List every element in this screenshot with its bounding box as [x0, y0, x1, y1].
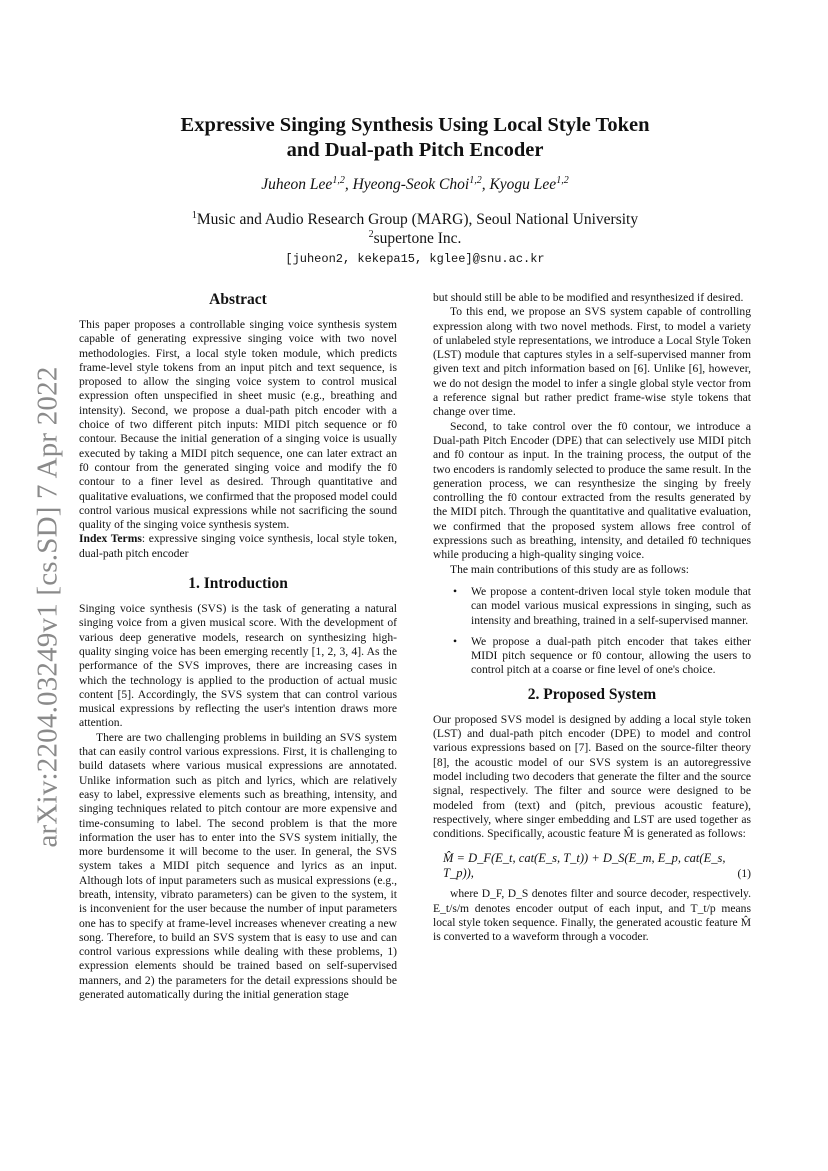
equation-body: M̂ = D_F(E_t, cat(E_s, T_t)) + D_S(E_m, E_p, cat(E_s, T_p)), — [443, 851, 726, 880]
author-name: Hyeong-Seok Choi — [352, 176, 470, 193]
intro-paragraph-6: The main contributions of this study are as follows: — [450, 562, 689, 576]
author-name: Juheon Lee — [261, 176, 333, 193]
list-item: • We propose a content-driven local style token module that can model various musical expressions in singing, such as intensity and breathing, trained in a self-supervised manner. — [453, 585, 751, 628]
equation-number: (1) — [737, 867, 751, 881]
intro-paragraph-5: Second, to take control over the f0 contour, we introduce a Dual-path Pitch Encoder (DPE) that can selectively use MIDI pitch and f0 contour as input. In the training process, the output of the two encoders is randomly selected to produce the same result. In the generation process, we can resynthesize the singing by freely controlling the f0 contour extracted from the results generated by the MIDI pitch. Through the quantitative and qualitative evaluation, we confirmed that the proposed system allows free control of expressions such as breathing, intensity, and detailed f0 techniques while producing a high-quality singing voice. — [433, 419, 751, 562]
intro-paragraph-4: To this end, we propose an SVS system capable of controlling expression along with two novel methods. First, to model a variety of unlabeled style representations, we introduce a Local Style Token (LST) module that captures styles in a self-supervised manner from given text and pitch information based on [6]. Unlike [6], however, we do not design the model to infer a single global style vector from a reference signal but rather predict frame-wise style tokens that change over time. — [433, 305, 751, 419]
equation-1 — [433, 851, 751, 881]
affiliation-mark: 2 — [368, 228, 374, 240]
author-affiliation-mark: 1,2 — [469, 174, 482, 186]
contributions-list — [433, 585, 751, 678]
affiliation-text: supertone Inc. — [373, 230, 462, 247]
author-name: Kyogu Lee — [489, 176, 557, 193]
author-separator: , — [344, 176, 353, 193]
affiliation-text: Music and Audio Research Group (MARG), Seoul National University — [196, 211, 639, 228]
list-item: • We propose a dual-path pitch encoder that takes either MIDI pitch sequence or f0 contour, allowing the users to control pitch at a coarse or fine level of one's choice. — [453, 635, 751, 678]
title-line-1: Expressive Singing Synthesis Using Local Style Token — [180, 114, 650, 136]
abstract-text: This paper proposes a controllable singing voice synthesis system capable of generating expressive singing voice with two novel methodologies. First, a local style token module, which predicts frame-level style tokens from an input pitch and text sequence, is proposed to allow the singing voice system to control musical expression often unspecified in sheet music (e.g., breathing and intensity). Second, we propose a dual-path pitch encoder with a choice of two different pitch inputs: MIDI pitch sequence or f0 contour. Because the initial generation of a singing voice is usually executed by taking a MIDI pitch sequence, one can later extract an f0 contour from the generated singing voice and modify the f0 contour to a finer level as desired. Through quantitative and qualitative evaluations, we confirmed that the proposed model could control various musical expressions while not sacrificing the sound quality of the singing voice synthesis system. — [79, 318, 397, 532]
paper-title — [80, 113, 750, 163]
arxiv-identifier[interactable]: arXiv:2204.03249v1 [cs.SD] 7 Apr 2022 — [31, 366, 64, 848]
affiliation-2 — [80, 229, 750, 248]
left-column — [79, 291, 397, 1002]
index-terms-label: Index Terms — [79, 532, 142, 546]
right-column — [433, 291, 751, 945]
affiliation-1 — [80, 210, 750, 229]
proposed-paragraph-1: Our proposed SVS model is designed by adding a local style token (LST) and dual-path pitch encoder (DPE) to model and control various expressions based on [7]. Based on the source-filter theory [8], the acoustic model of our SVS system is an autoregressive model including two decoders that generate the filter and the source signal, respectively. The filter and source were designed to be modeled from (text) and (pitch, previous acoustic feature), respectively, where singer embedding and LST are used together as conditions. Specifically, acoustic feature M̂ is generated as follows: — [433, 712, 751, 841]
author-affiliation-mark: 1,2 — [332, 174, 345, 186]
affiliations — [80, 210, 750, 248]
author-emails[interactable]: [juheon2, kekepa15, kglee]@snu.ac.kr — [285, 252, 545, 266]
proposed-paragraph-2: where D_F, D_S denotes filter and source decoder, respectively. E_t/s/m denotes encoder output of each input, and T_t/p means local style token sequence. Finally, the generated acoustic feature M̂ is converted to a waveform through a vocoder. — [433, 887, 751, 944]
author-list — [80, 176, 750, 194]
author-separator: , — [481, 176, 490, 193]
intro-paragraph-1: Singing voice synthesis (SVS) is the task of generating a natural singing voice from a given musical score. With the development of various deep generative models, research on synthesizing high-quality singing voice has been emerging recently [1, 2, 3, 4]. As the performance of the SVS improves, there are increasing cases in which the technology is applied to the production of actual music content [5]. Accordingly, the SVS system that can control various musical expressions by reflecting the user's intention draws more attention. — [79, 602, 397, 730]
section-heading-proposed-system: 2. Proposed System — [527, 685, 657, 703]
intro-paragraph-2: There are two challenging problems in building an SVS system that can easily control various expressions. First, it is challenging to build datasets where various musical expressions are annotated. Unlike information such as pitch and lyrics, which are relatively easy to label, expressive elements such as breathing, intensity, and singing techniques related to pitch contour are more expensive and time-consuming to label. The second problem is that the more information the user has to enter into the SVS system initially, the more burdensome it will become to the user. In general, the SVS system takes a MIDI pitch sequence and lyrics as an input. Although lots of input parameters such as musical expressions (e.g., breath, intensity, vibrato parameters) can be given to the system, it is inconvenient for the user because the number of input parameters one has to specify at frame-level increases whenever creating a new song. Therefore, to build an SVS system that is easy to use and can control various expressions while dealing with these problems, 1) expression elements should be trained based on self-supervised manners, and 2) the parameters for the detail expressions should be generated automatically during the initial generation stage — [79, 730, 397, 1002]
affiliation-mark: 1 — [191, 209, 197, 221]
arxiv-sidebar-stamp — [18, 366, 78, 848]
index-terms-text: : expressive singing voice synthesis, local style token, dual-path pitch encoder — [79, 532, 397, 560]
author-affiliation-mark: 1,2 — [556, 174, 569, 186]
title-line-2: and Dual-path Pitch Encoder — [286, 139, 544, 161]
abstract-heading: Abstract — [209, 291, 267, 308]
section-heading-introduction: 1. Introduction — [188, 575, 288, 593]
index-terms — [79, 532, 397, 561]
intro-paragraph-3: but should still be able to be modified and resynthesized if desired. — [433, 291, 744, 304]
